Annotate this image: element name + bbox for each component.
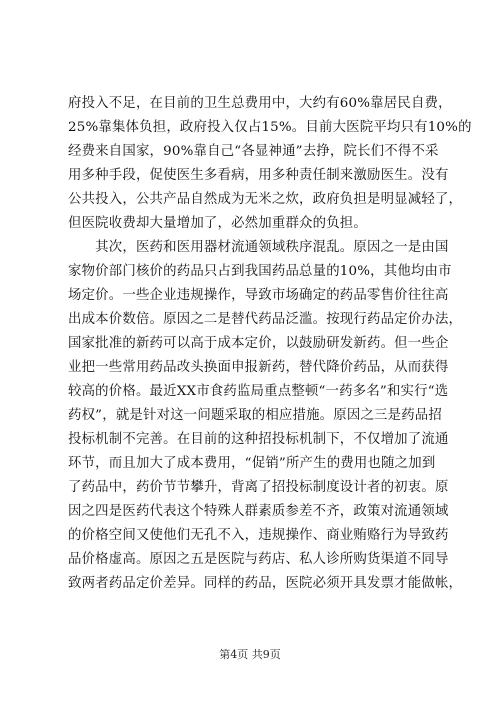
text-line: 投标机制不完善。在目前的这种招投标机制下，不仅增加了流通: [68, 432, 449, 447]
body-text: [68, 92, 472, 596]
text-line: 药权”，就是针对这一问题采取的相应措施。原因之三是药品招: [68, 408, 442, 423]
text-line: 的价格空间又使他们无孔不入，违规操作、商业贿赂行为导致药: [68, 528, 449, 543]
text-line: 因之四是医药代表这个特殊人群素质参差不齐，政策对流通领域: [68, 504, 449, 519]
text-line: 家物价部门核价的药品只占到我国药品总量的10%，其他均由市: [68, 264, 452, 279]
text-line: 出成本价数倍。原因之二是替代药品泛滥。按现行药品定价办法，: [68, 312, 463, 327]
text-line: 府投入不足，在目前的卫生总费用中，大约有60%靠居民自费，: [68, 96, 452, 111]
text-line: 25%靠集体负担，政府投入仅占15%。目前大医院平均只有10%的: [68, 120, 472, 135]
page-number: 第4页 共9页: [219, 648, 281, 661]
text-line: 品价格虚高。原因之五是医院与药店、私人诊所购货渠道不同导: [68, 552, 449, 567]
text-line: 环节，而且加大了成本费用，“促销”所产生的费用也随之加到: [68, 456, 436, 471]
text-line: 场定价。一些企业违规操作，导致市场确定的药品零售价往往高: [68, 288, 449, 303]
text-line: 业把一些常用药品改头换面申报新药，替代降价药品，从而获得: [68, 360, 449, 375]
text-line: 国家批准的新药可以高于成本定价，以鼓励研发新药。但一些企: [68, 336, 449, 351]
text-line: 较高的价格。最近XX市食药监局重点整顿“一药多名”和实行“选: [68, 384, 449, 399]
text-line: 其次，医药和医用器材流通领域秩序混乱。原因之一是由国: [68, 240, 449, 255]
text-line: 用多种手段，促使医生多看病，用多种责任制来激励医生。没有: [68, 168, 449, 183]
page-footer: [0, 646, 500, 662]
text-line: 了药品中，药价节节攀升，背离了招投标制度设计者的初衷。原: [68, 480, 449, 495]
text-line: 经费来自国家，90%靠自己“各显神通”去挣，院长们不得不采: [68, 144, 439, 159]
text-line: 公共投入，公共产品自然成为无米之炊，政府负担是明显减轻了，: [68, 192, 463, 207]
text-line: 致两者药品定价差异。同样的药品，医院必须开具发票才能做帐，: [68, 576, 463, 591]
text-line: 但医院收费却大量增加了，必然加重群众的负担。: [68, 216, 367, 231]
